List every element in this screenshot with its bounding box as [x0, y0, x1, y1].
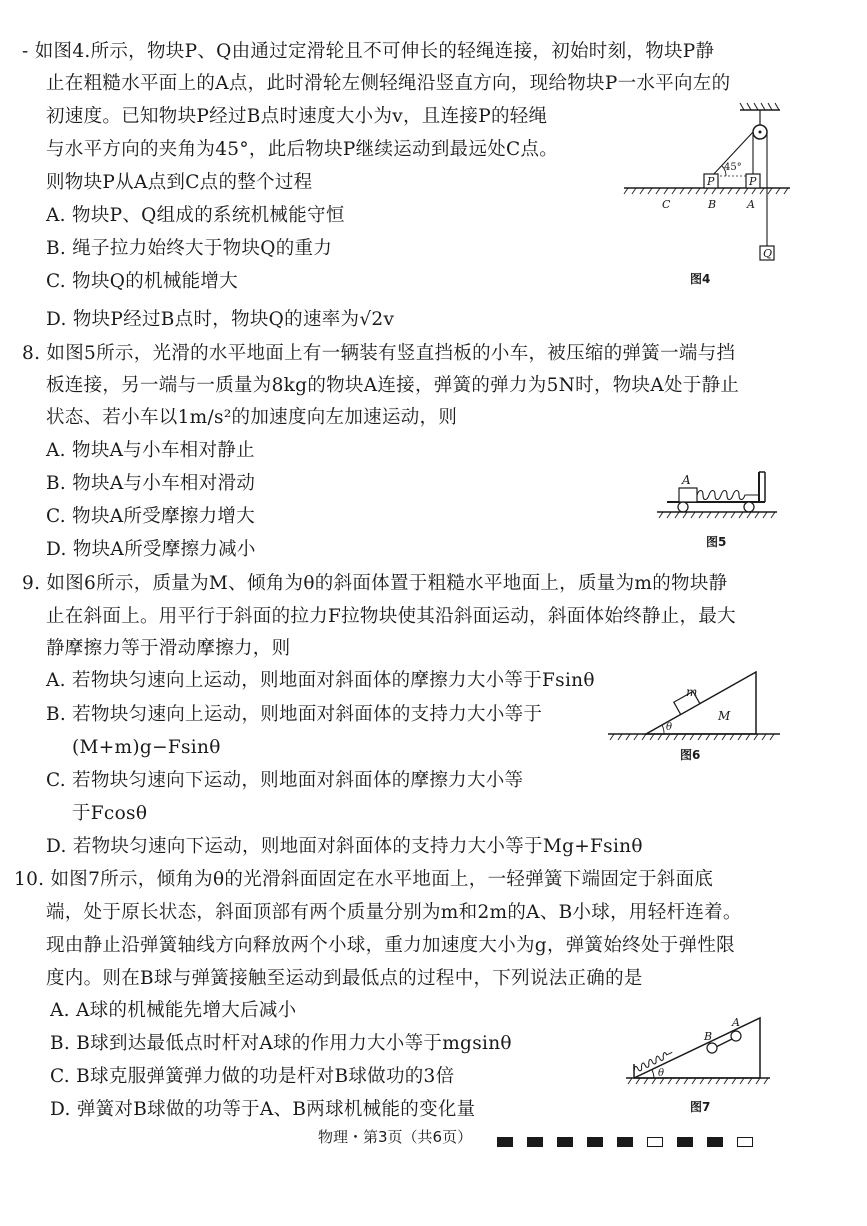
figure-7: [624, 1012, 772, 1092]
figure-4-point-b: B: [708, 198, 717, 211]
q9-option-b: B. 若物块匀速向上运动，则地面对斜面体的支持力大小等于: [46, 704, 543, 725]
q10-option-d: D. 弹簧对B球做的功等于A、B两球机械能的变化量: [50, 1099, 476, 1120]
footer-mark-1: [497, 1137, 513, 1147]
q7-line-3: 初速度。已知物块P经过B点时速度大小为v，且连接P的轻绳: [46, 106, 548, 127]
figure-6-angle: θ: [666, 722, 673, 733]
q8-line-1: 8. 如图5所示，光滑的水平地面上有一辆装有竖直挡板的小车，被压缩的弹簧一端与挡: [22, 343, 736, 364]
footer-mark-5: [617, 1137, 633, 1147]
footer-marks: [497, 1131, 767, 1150]
q9-line-2: 止在斜面上。用平行于斜面的拉力F拉物块使其沿斜面运动，斜面体始终静止，最大: [46, 606, 736, 627]
figure-4-block-p-b: P: [707, 175, 715, 188]
q8-line-3: 状态、若小车以1m/s²的加速度向左加速运动，则: [46, 407, 458, 428]
figure-6-block-m: m: [686, 685, 698, 699]
figure-4-block-q: Q: [763, 247, 773, 260]
figure-4-angle-label: 45°: [724, 162, 742, 173]
q10-option-b: B. B球到达最低点时杆对A球的作用力大小等于mgsinθ: [50, 1033, 512, 1054]
q7-line-5: 则物块P从A点到C点的整个过程: [46, 172, 313, 193]
q8-option-c: C. 物块A所受摩擦力增大: [46, 506, 256, 527]
figure-5-block-a: A: [682, 473, 691, 487]
figure-4: [620, 100, 790, 270]
q10-option-c: C. B球克服弹簧弹力做的功是杆对B球做功的3倍: [50, 1066, 455, 1087]
q10-line-2: 端，处于原长状态，斜面顶部有两个质量分别为m和2m的A、B小球，用轻杆连着。: [46, 902, 742, 923]
q7-option-a: A. 物块P、Q组成的系统机械能守恒: [46, 205, 345, 226]
q7-line-4: 与水平方向的夹角为45°，此后物块P继续运动到最远处C点。: [46, 139, 559, 160]
figure-7-ball-b: B: [704, 1030, 713, 1043]
q8-line-2: 板连接，另一端与一质量为8kg的物块A连接，弹簧的弹力为5N时，物块A处于静止: [46, 375, 740, 396]
q7-line-2: 止在粗糙水平面上的A点，此时滑轮左侧轻绳沿竖直方向，现给物块P一水平向左的: [46, 73, 731, 94]
q9-option-d: D. 若物块匀速向下运动，则地面对斜面体的支持力大小等于Mg+Fsinθ: [46, 836, 643, 857]
footer-mark-7: [677, 1137, 693, 1147]
footer-mark-8: [707, 1137, 723, 1147]
page-footer: 物理・第3页（共6页）: [318, 1128, 473, 1146]
q10-line-4: 度内。则在B球与弹簧接触至运动到最低点的过程中，下列说法正确的是: [46, 968, 643, 989]
figure-4-point-c: C: [662, 198, 671, 211]
q7-option-c: C. 物块Q的机械能增大: [46, 271, 239, 292]
q10-line-1: 10. 如图7所示，倾角为θ的光滑斜面固定在水平地面上，一轻弹簧下端固定于斜面底: [14, 869, 714, 890]
q9-option-c: C. 若物块匀速向下运动，则地面对斜面体的摩擦力大小等: [46, 770, 524, 791]
q8-option-d: D. 物块A所受摩擦力减小: [46, 539, 256, 560]
footer-mark-9: [737, 1137, 753, 1147]
q9-option-a: A. 若物块匀速向上运动，则地面对斜面体的摩擦力大小等于Fsinθ: [46, 670, 595, 691]
q9-line-3: 静摩擦力等于滑动摩擦力，则: [46, 638, 291, 659]
figure-6: [606, 668, 782, 750]
footer-mark-4: [587, 1137, 603, 1147]
figure-7-angle: θ: [658, 1068, 665, 1079]
figure-5-diagram: [655, 464, 780, 529]
figure-5-caption: 图5: [706, 535, 727, 549]
figure-6-mass-m-big: M: [718, 709, 731, 723]
q7-option-d: D. 物块P经过B点时，物块Q的速率为√2v: [46, 309, 395, 330]
figure-6-caption: 图6: [680, 748, 701, 762]
figure-4-point-a: A: [747, 198, 755, 211]
q7-line-1: - 如图4.所示，物块P、Q由通过定滑轮且不可伸长的轻绳连接，初始时刻，物块P静: [22, 41, 715, 62]
footer-mark-2: [527, 1137, 543, 1147]
figure-4-caption: 图4: [690, 272, 711, 286]
q8-option-b: B. 物块A与小车相对滑动: [46, 473, 256, 494]
figure-4-diagram: [620, 100, 790, 270]
q10-option-a: A. A球的机械能先增大后减小: [50, 1000, 297, 1021]
footer-mark-3: [557, 1137, 573, 1147]
footer-mark-6: [647, 1137, 663, 1147]
figure-7-caption: 图7: [690, 1100, 711, 1114]
q9-line-1: 9. 如图6所示，质量为M、倾角为θ的斜面体置于粗糙水平地面上，质量为m的物块静: [22, 573, 728, 594]
q9-option-c-cont: 于Fcosθ: [72, 803, 148, 824]
figure-7-ball-a: A: [732, 1016, 740, 1029]
figure-6-diagram: [606, 668, 782, 750]
q7-option-b: B. 绳子拉力始终大于物块Q的重力: [46, 238, 333, 259]
q8-option-a: A. 物块A与小车相对静止: [46, 440, 255, 461]
q9-option-b-cont: (M+m)g−Fsinθ: [72, 737, 221, 758]
figure-5: [655, 464, 780, 529]
q10-line-3: 现由静止沿弹簧轴线方向释放两个小球，重力加速度大小为g，弹簧始终处于弹性限: [46, 935, 735, 956]
figure-7-diagram: [624, 1012, 772, 1092]
figure-4-block-p-a: P: [749, 175, 757, 188]
